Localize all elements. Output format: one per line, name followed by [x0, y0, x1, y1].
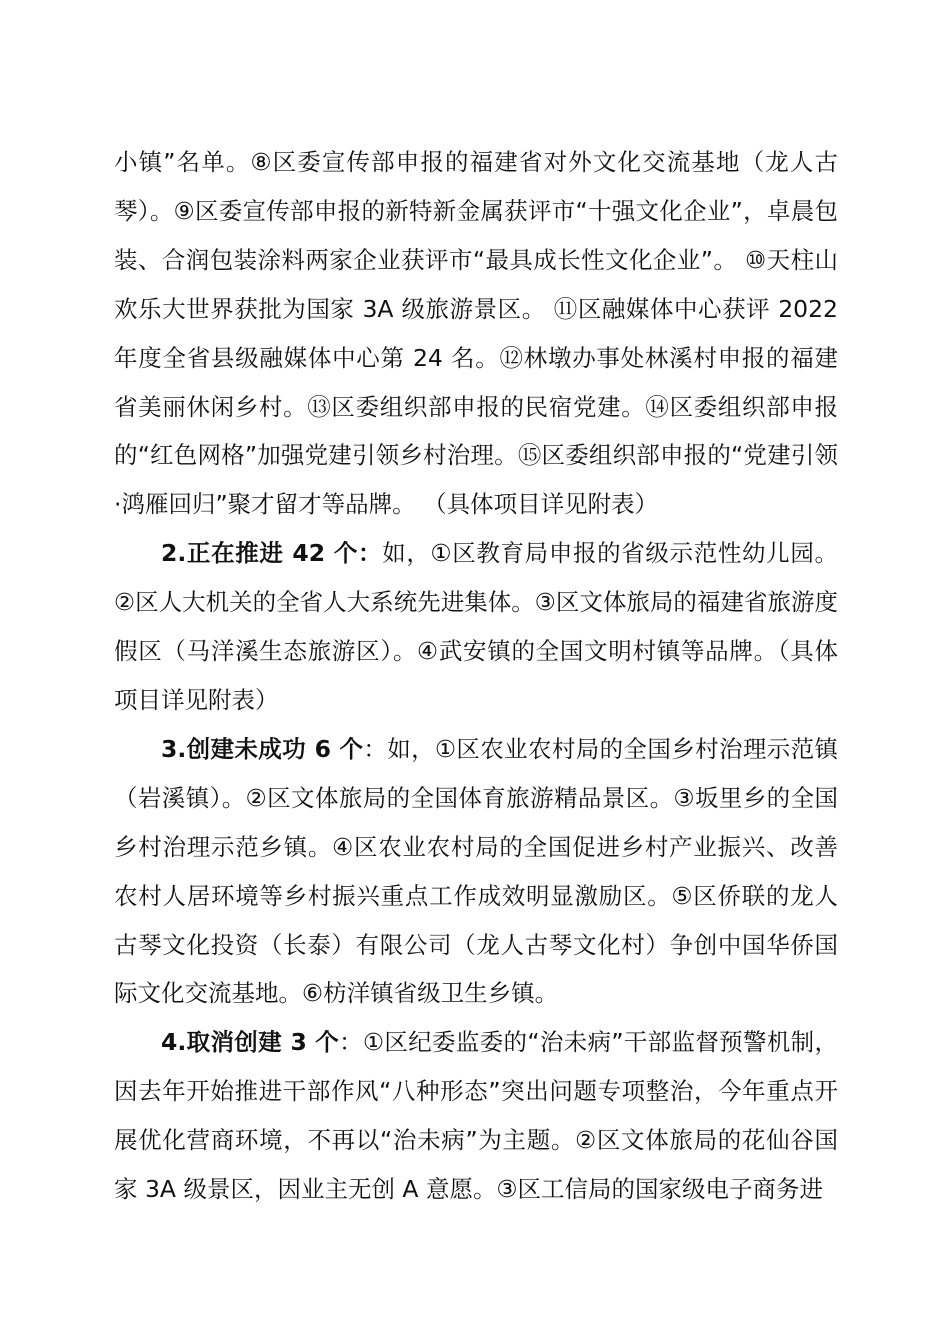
paragraph-text: ：如，①区农业农村局的全国乡村治理示范镇（岩溪镇）。②区文体旅局的全国体育旅游精品景区。③坂里乡的全国乡村治理示范乡镇。④区农业农村局的全国促进乡村产业振兴、改善农村人居环境等乡村振兴重点工作成效明显激励区。⑤区侨联的龙人古琴文化投资（长泰）有限公司（龙人古琴文化村）争创中国华侨国际文化交流基地。⑥枋洋镇省级卫生乡镇。 — [114, 734, 838, 1008]
paragraph-heading: 2.正在推进 42 个： — [161, 539, 383, 568]
paragraph-text: 如，①区教育局申报的省级示范性幼儿园。②区人大机关的全省人大系统先进集体。③区文体旅局的福建省旅游度假区（马洋溪生态旅游区）。④武安镇的全国文明村镇等品牌。（具体项目详见附表） — [114, 539, 838, 714]
paragraph-cancelled — [114, 1018, 838, 1214]
paragraph-in-progress — [114, 529, 838, 725]
paragraph-continuation — [114, 138, 838, 529]
paragraph-text: ：①区纪委监委的“治未病”干部监督预警机制，因去年开始推进干部作风“八种形态”突出问题专项整治，今年重点开展优化营商环境，不再以“治未病”为主题。②区文体旅局的花仙谷国家 3A 级景区，因业主无创 A 意愿。③区工信局的国家级电子商务进 — [114, 1028, 838, 1204]
paragraph-unsuccessful — [114, 725, 838, 1018]
paragraph-heading: 3.创建未成功 6 个 — [161, 734, 364, 763]
document-page — [114, 138, 838, 1214]
paragraph-text: 小镇”名单。⑧区委宣传部申报的福建省对外文化交流基地（龙人古琴）。⑨区委宣传部申报的新特新金属获评市“十强文化企业”，卓晨包装、合润包装涂料两家企业获评市“最具成长性文化企业”。 ⑩天柱山欢乐大世界获批为国家 3A 级旅游景区。 ⑪区融媒体中心获评 2022 年度全省县级融媒体中心第 24 名。⑫林墩办事处林溪村申报的福建省美丽休闲乡村。⑬区委组织部申报的民宿党建。⑭区委组织部申报的“红色网格”加强党建引领乡村治理。⑮区委组织部申报的“党建引领·鸿雁回归”聚才留才等品牌。 （具体项目详见附表） — [114, 148, 838, 519]
paragraph-heading: 4.取消创建 3 个 — [161, 1028, 340, 1057]
